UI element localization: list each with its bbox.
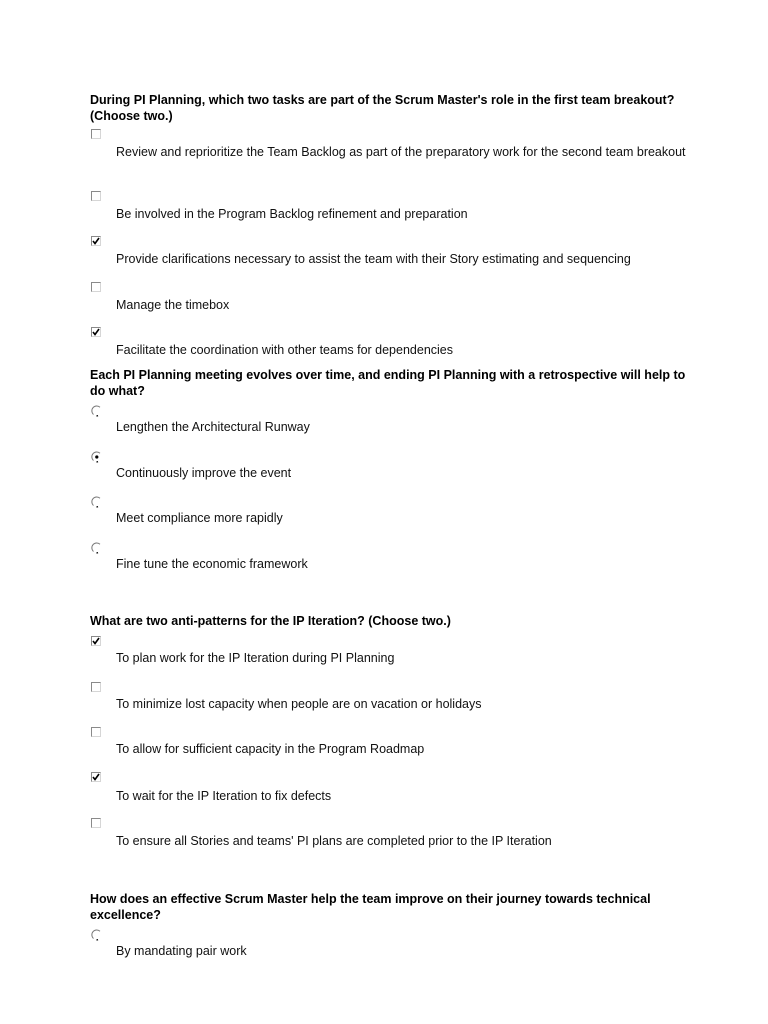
question-1-option-4 <box>90 282 690 314</box>
option-label: To allow for sufficient capacity in the Program Roadmap <box>116 742 425 756</box>
question-3-text: What are two anti-patterns for the IP Iteration? (Choose two.) <box>90 614 451 628</box>
option-label: Manage the timebox <box>116 298 230 312</box>
question-2-option-3 <box>90 495 690 527</box>
option-label: To minimize lost capacity when people are on vacation or holidays <box>116 697 482 711</box>
question-3-option-4 <box>90 773 690 805</box>
question-2-option-2 <box>90 450 690 482</box>
option-label: Fine tune the economic framework <box>116 557 308 571</box>
question-3-option-3 <box>90 726 690 758</box>
question-4-option-1 <box>90 928 690 960</box>
question-4-text: How does an effective Scrum Master help the team improve on their journey towards technical excellence? <box>90 892 651 922</box>
option-label: To wait for the IP Iteration to fix defects <box>116 789 332 803</box>
option-label: Continuously improve the event <box>116 466 292 480</box>
question-1-option-1 <box>90 129 690 161</box>
question-2-option-4 <box>90 541 690 573</box>
option-label: Lengthen the Architectural Runway <box>116 420 310 434</box>
question-3-option-2 <box>90 681 690 713</box>
question-1-text: During PI Planning, which two tasks are part of the Scrum Master's role in the first team breakout? (Choose two.) <box>90 93 675 123</box>
question-2-text: Each PI Planning meeting evolves over time, and ending PI Planning with a retrospective will help to do what? <box>90 368 686 398</box>
option-label: To plan work for the IP Iteration during PI Planning <box>116 651 395 665</box>
question-2-option-1 <box>90 404 690 436</box>
question-3-option-5 <box>90 818 690 850</box>
option-label: Provide clarifications necessary to assist the team with their Story estimating and sequencing <box>116 252 631 266</box>
question-3-option-1 <box>90 635 690 667</box>
question-1-option-3 <box>90 236 690 268</box>
option-label: Meet compliance more rapidly <box>116 511 283 525</box>
option-label: By mandating pair work <box>116 944 247 958</box>
option-label: To ensure all Stories and teams' PI plans are completed prior to the IP Iteration <box>116 834 552 848</box>
option-label: Review and reprioritize the Team Backlog as part of the preparatory work for the second team breakout <box>116 145 686 159</box>
question-1-option-2 <box>90 191 690 223</box>
option-label: Be involved in the Program Backlog refinement and preparation <box>116 207 468 221</box>
option-label: Facilitate the coordination with other teams for dependencies <box>116 343 453 357</box>
question-1-option-5 <box>90 327 690 359</box>
